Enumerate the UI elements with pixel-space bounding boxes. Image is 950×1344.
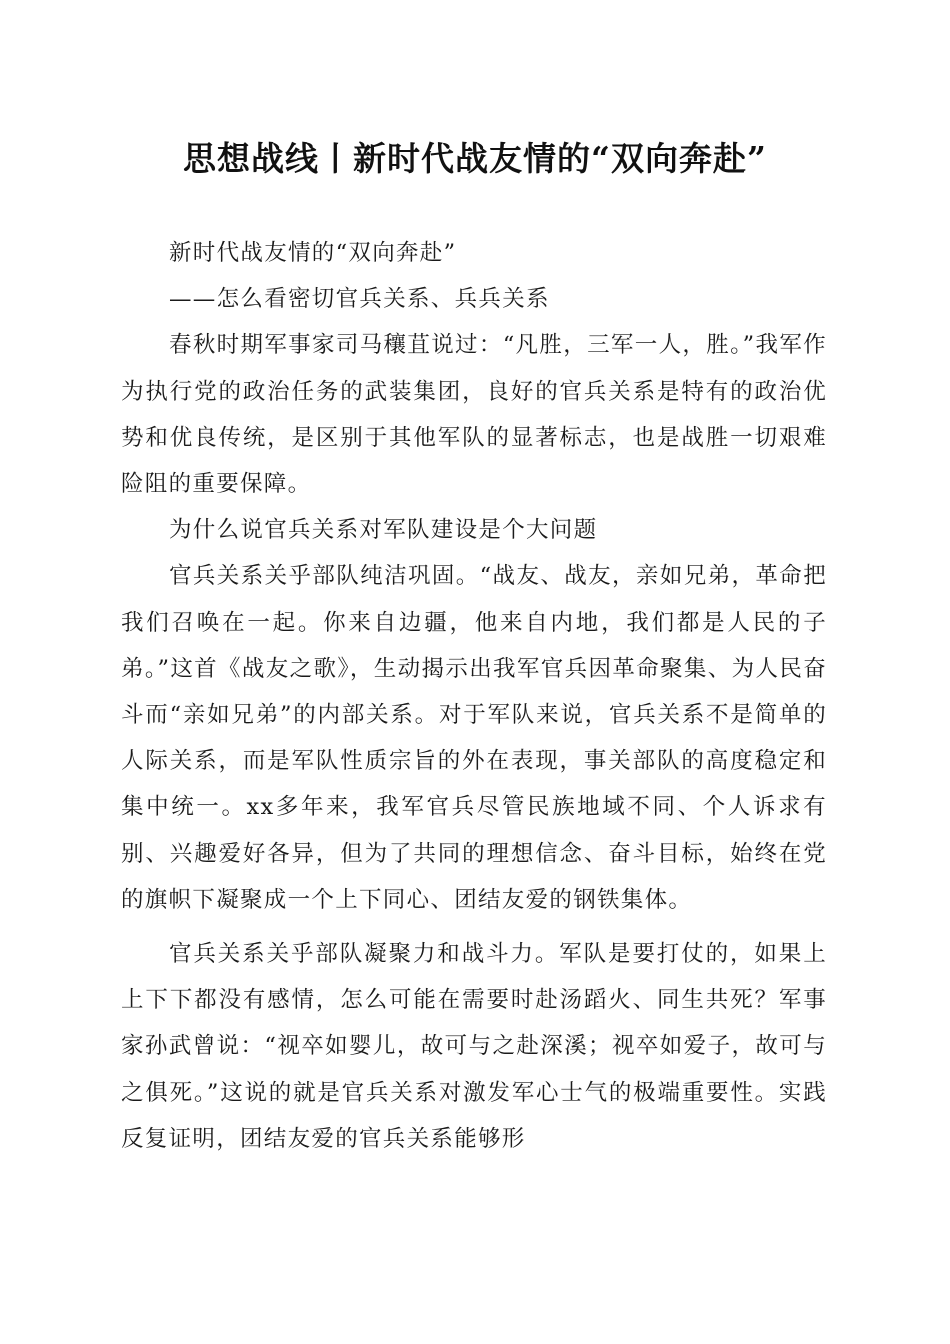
body-paragraph-cohesion: 官兵关系关乎部队凝聚力和战斗力。军队是要打仗的，如果上上下下都没有感情，怎么可能在需要时赴汤蹈火、同生共死？军事家孙武曾说：“视卒如婴儿，故可与之赴深溪；视卒如爱子，故可与之俱死。”这说的就是官兵关系对激发军心士气的极端重要性。实践反复证明，团结友爱的官兵关系能够形 xyxy=(121,941,827,1152)
body-paragraph-purity: 官兵关系关乎部队纯洁巩固。“战友、战友，亲如兄弟，革命把我们召唤在一起。你来自边疆，他来自内地，我们都是人民的子弟。”这首《战友之歌》，生动揭示出我军官兵因革命聚集、为人民奋斗而“亲如兄弟”的内部关系。对于军队来说，官兵关系不是简单的人际关系，而是军队性质宗旨的外在表现，事关部队的高度稳定和集中统一。xx多年来，我军官兵尽管民族地域不同、个人诉求有别、兴趣爱好各异，但为了共同的理想信念、奋斗目标，始终在党的旗帜下凝聚成一个上下同心、团结友爱的钢铁集体。 xyxy=(121,563,827,913)
subtitle-line: 新时代战友情的“双向奔赴” xyxy=(169,240,457,266)
subtitle-subheading: ——怎么看密切官兵关系、兵兵关系 xyxy=(169,286,550,313)
document-title: 思想战线丨新时代战友情的“双向奔赴” xyxy=(183,139,767,178)
section-heading: 为什么说官兵关系对军队建设是个大问题 xyxy=(169,517,598,544)
document-body xyxy=(121,230,827,1162)
intro-paragraph: 春秋时期军事家司马穰苴说过：“凡胜，三军一人，胜。”我军作为执行党的政治任务的武装集团，良好的官兵关系是特有的政治优势和优良传统，是区别于其他军队的显著标志，也是战胜一切艰难险阻的重要保障。 xyxy=(121,332,827,498)
